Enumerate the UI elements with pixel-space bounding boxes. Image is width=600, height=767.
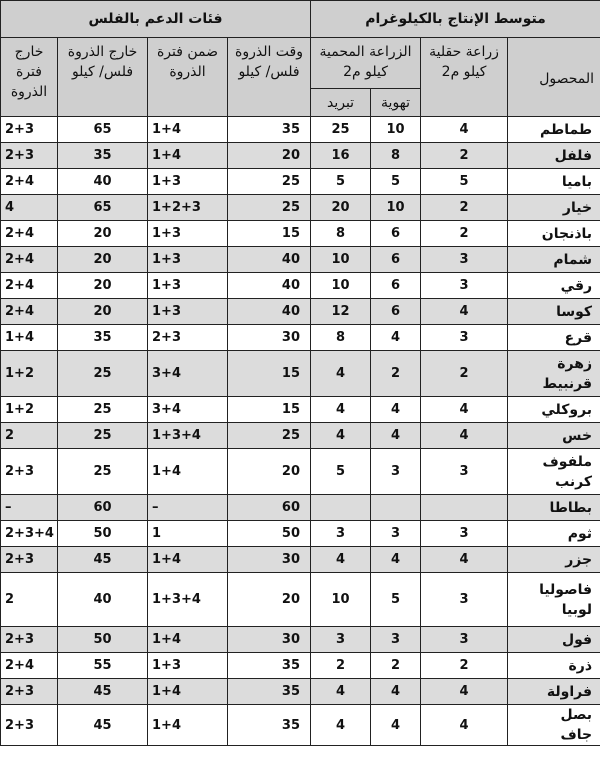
- field-cell: [421, 495, 508, 521]
- peak-cell: 30: [228, 325, 311, 351]
- peak-cell: 20: [228, 573, 311, 627]
- in-peak-cell: 1+3: [148, 221, 228, 247]
- crop-name-cell: خيار: [508, 195, 600, 221]
- field-cell: 3: [421, 627, 508, 653]
- out-price-cell: 20: [58, 273, 148, 299]
- peak-cell: 25: [228, 195, 311, 221]
- table-row: [1, 273, 600, 299]
- ventilation-cell: 3: [371, 449, 421, 495]
- out-range-cell: 2+4: [1, 247, 58, 273]
- cooling-cell: 5: [311, 449, 371, 495]
- crop-name-cell: رقي: [508, 273, 600, 299]
- field-cell: 2: [421, 195, 508, 221]
- field-cell: 4: [421, 117, 508, 143]
- out-range-cell: 1+2: [1, 351, 58, 397]
- peak-cell: 20: [228, 143, 311, 169]
- peak-cell: 35: [228, 653, 311, 679]
- crop-name-cell: فراولة: [508, 679, 600, 705]
- crop-name-cell: خس: [508, 423, 600, 449]
- peak-cell: 15: [228, 221, 311, 247]
- ventilation-cell: 10: [371, 117, 421, 143]
- crop-column-header: المحصول: [508, 38, 600, 117]
- out-range-cell: 2+3: [1, 117, 58, 143]
- crop-name-cell: كوسا: [508, 299, 600, 325]
- crop-name-cell: طماطم: [508, 117, 600, 143]
- ventilation-cell: 8: [371, 143, 421, 169]
- out-peak-range-column-header: خارج فترة الذروة: [1, 38, 58, 117]
- out-range-cell: 2: [1, 573, 58, 627]
- crop-name-cell: ذرة: [508, 653, 600, 679]
- table-row: [1, 423, 600, 449]
- cooling-column-header: تبريد: [311, 89, 371, 117]
- crop-name-cell: فلفل: [508, 143, 600, 169]
- in-peak-cell: 1: [148, 521, 228, 547]
- peak-cell: 35: [228, 705, 311, 746]
- ventilation-cell: 4: [371, 547, 421, 573]
- field-cell: 3: [421, 273, 508, 299]
- field-cell: 3: [421, 521, 508, 547]
- table-row: [1, 495, 600, 521]
- out-price-cell: 55: [58, 653, 148, 679]
- table-row: [1, 653, 600, 679]
- table-row: [1, 449, 600, 495]
- table-row: [1, 195, 600, 221]
- field-cell: 4: [421, 299, 508, 325]
- out-range-cell: –: [1, 495, 58, 521]
- in-peak-cell: –: [148, 495, 228, 521]
- in-peak-cell: 1+4: [148, 449, 228, 495]
- out-range-cell: 2+3: [1, 449, 58, 495]
- peak-cell: 40: [228, 299, 311, 325]
- out-price-cell: 25: [58, 351, 148, 397]
- in-peak-cell: 3+4: [148, 351, 228, 397]
- table-row: [1, 521, 600, 547]
- table-row: [1, 547, 600, 573]
- peak-cell: 30: [228, 627, 311, 653]
- out-range-cell: 2+4: [1, 653, 58, 679]
- ventilation-cell: 6: [371, 247, 421, 273]
- ventilation-cell: 10: [371, 195, 421, 221]
- crop-name-cell: شمام: [508, 247, 600, 273]
- out-price-cell: 40: [58, 169, 148, 195]
- in-peak-cell: 1+3: [148, 653, 228, 679]
- table-row: [1, 573, 600, 627]
- crop-name: زهرة قرنبيط: [542, 355, 593, 392]
- in-peak-column-header: ضمن فترة الذروة: [148, 38, 228, 117]
- crop-name: ملفوف كرنب: [542, 453, 593, 490]
- ventilation-cell: 5: [371, 169, 421, 195]
- peak-cell: 35: [228, 117, 311, 143]
- in-peak-cell: 1+3: [148, 299, 228, 325]
- out-price-cell: 45: [58, 705, 148, 746]
- crop-name: فاصوليا لوبيا: [539, 581, 593, 618]
- in-peak-cell: 1+4: [148, 705, 228, 746]
- out-range-cell: 4: [1, 195, 58, 221]
- out-price-cell: 25: [58, 449, 148, 495]
- crop-name-cell: [508, 449, 600, 495]
- table-row: [1, 143, 600, 169]
- in-peak-cell: 1+2+3: [148, 195, 228, 221]
- out-range-cell: 2: [1, 423, 58, 449]
- out-price-cell: 25: [58, 397, 148, 423]
- in-peak-cell: 1+4: [148, 117, 228, 143]
- field-cell: 3: [421, 449, 508, 495]
- out-price-cell: 35: [58, 143, 148, 169]
- crop-name-cell: باذنجان: [508, 221, 600, 247]
- ventilation-cell: 6: [371, 221, 421, 247]
- out-range-cell: 2+3: [1, 547, 58, 573]
- cooling-cell: 4: [311, 423, 371, 449]
- field-cell: 2: [421, 653, 508, 679]
- crop-name-cell: قرع: [508, 325, 600, 351]
- crop-name-cell: ثوم: [508, 521, 600, 547]
- peak-cell: 25: [228, 423, 311, 449]
- protected-column-header: الزراعة المحمية كيلو م2: [311, 38, 421, 89]
- out-price-cell: 45: [58, 679, 148, 705]
- out-peak-price-column-header: خارج الذروة فلس/ كيلو: [58, 38, 148, 117]
- crop-name-cell: بطاطا: [508, 495, 600, 521]
- crop-name-cell: [508, 573, 600, 627]
- table-row: [1, 397, 600, 423]
- field-column-header: زراعة حقلية كيلو م2: [421, 38, 508, 117]
- crop-name-cell: [508, 705, 600, 746]
- field-cell: 3: [421, 325, 508, 351]
- cooling-cell: 25: [311, 117, 371, 143]
- out-range-cell: 2+4: [1, 299, 58, 325]
- cooling-cell: 16: [311, 143, 371, 169]
- cooling-cell: 3: [311, 627, 371, 653]
- table-row: [1, 299, 600, 325]
- field-cell: 4: [421, 705, 508, 746]
- cooling-cell: 2: [311, 653, 371, 679]
- out-price-cell: 45: [58, 547, 148, 573]
- table-row: [1, 705, 600, 746]
- out-range-cell: 2+4: [1, 221, 58, 247]
- crop-name-cell: باميا: [508, 169, 600, 195]
- ventilation-cell: 6: [371, 299, 421, 325]
- in-peak-cell: 2+3: [148, 325, 228, 351]
- cooling-cell: 4: [311, 351, 371, 397]
- field-cell: 4: [421, 423, 508, 449]
- out-price-cell: 50: [58, 627, 148, 653]
- field-cell: 3: [421, 247, 508, 273]
- in-peak-cell: 3+4: [148, 397, 228, 423]
- ventilation-cell: 3: [371, 521, 421, 547]
- field-cell: 4: [421, 547, 508, 573]
- peak-cell: 30: [228, 547, 311, 573]
- peak-cell: 20: [228, 449, 311, 495]
- out-range-cell: 2+4: [1, 273, 58, 299]
- out-price-cell: 35: [58, 325, 148, 351]
- field-cell: 2: [421, 351, 508, 397]
- crop-name-cell: فول: [508, 627, 600, 653]
- out-price-cell: 65: [58, 117, 148, 143]
- crop-name-cell: [508, 351, 600, 397]
- out-price-cell: 20: [58, 299, 148, 325]
- ventilation-cell: 4: [371, 325, 421, 351]
- table-row: [1, 627, 600, 653]
- peak-cell: 15: [228, 397, 311, 423]
- out-price-cell: 40: [58, 573, 148, 627]
- ventilation-cell: 6: [371, 273, 421, 299]
- out-range-cell: 2+3: [1, 627, 58, 653]
- out-price-cell: 65: [58, 195, 148, 221]
- in-peak-cell: 1+4: [148, 627, 228, 653]
- in-peak-cell: 1+3+4: [148, 423, 228, 449]
- cooling-cell: 5: [311, 169, 371, 195]
- ventilation-cell: 2: [371, 351, 421, 397]
- in-peak-cell: 1+4: [148, 143, 228, 169]
- peak-cell: 25: [228, 169, 311, 195]
- ventilation-cell: 3: [371, 627, 421, 653]
- crop-name: بصل جاف: [560, 707, 593, 743]
- table-row: [1, 325, 600, 351]
- out-price-cell: 20: [58, 221, 148, 247]
- table-row: [1, 221, 600, 247]
- out-range-cell: 2+3+4: [1, 521, 58, 547]
- ventilation-cell: 2: [371, 653, 421, 679]
- cooling-cell: 3: [311, 521, 371, 547]
- crop-name-cell: بروكلي: [508, 397, 600, 423]
- peak-cell: 35: [228, 679, 311, 705]
- cooling-cell: 8: [311, 221, 371, 247]
- out-price-cell: 20: [58, 247, 148, 273]
- ventilation-cell: [371, 495, 421, 521]
- peak-cell: 40: [228, 247, 311, 273]
- cooling-cell: 4: [311, 705, 371, 746]
- cooling-cell: 12: [311, 299, 371, 325]
- out-price-cell: 50: [58, 521, 148, 547]
- table-row: [1, 169, 600, 195]
- out-price-cell: 25: [58, 423, 148, 449]
- peak-cell: 15: [228, 351, 311, 397]
- support-group-header: فئات الدعم بالفلس: [1, 1, 311, 38]
- crop-name-cell: جزر: [508, 547, 600, 573]
- in-peak-cell: 1+3+4: [148, 573, 228, 627]
- field-cell: 4: [421, 397, 508, 423]
- cooling-cell: 20: [311, 195, 371, 221]
- out-range-cell: 2+4: [1, 169, 58, 195]
- cooling-cell: 8: [311, 325, 371, 351]
- ventilation-cell: 5: [371, 573, 421, 627]
- cooling-cell: 4: [311, 547, 371, 573]
- field-cell: 4: [421, 679, 508, 705]
- out-range-cell: 2+3: [1, 143, 58, 169]
- out-range-cell: 1+2: [1, 397, 58, 423]
- in-peak-cell: 1+4: [148, 679, 228, 705]
- cooling-cell: 4: [311, 397, 371, 423]
- field-cell: 2: [421, 221, 508, 247]
- peak-time-column-header: وقت الذروة فلس/ كيلو: [228, 38, 311, 117]
- cooling-cell: 10: [311, 247, 371, 273]
- production-group-header: متوسط الإنتاج بالكيلوغرام: [311, 1, 600, 38]
- cooling-cell: 10: [311, 573, 371, 627]
- peak-cell: 50: [228, 521, 311, 547]
- in-peak-cell: 1+3: [148, 273, 228, 299]
- field-cell: 3: [421, 573, 508, 627]
- cooling-cell: 4: [311, 679, 371, 705]
- table-row: [1, 679, 600, 705]
- cooling-cell: 10: [311, 273, 371, 299]
- in-peak-cell: 1+4: [148, 547, 228, 573]
- peak-cell: 60: [228, 495, 311, 521]
- table-row: [1, 247, 600, 273]
- out-range-cell: 2+3: [1, 705, 58, 746]
- table-row: [1, 117, 600, 143]
- ventilation-column-header: تهوية: [371, 89, 421, 117]
- table-body: [1, 117, 600, 746]
- ventilation-cell: 4: [371, 679, 421, 705]
- out-range-cell: 2+3: [1, 679, 58, 705]
- out-price-cell: 60: [58, 495, 148, 521]
- in-peak-cell: 1+3: [148, 169, 228, 195]
- ventilation-cell: 4: [371, 705, 421, 746]
- cooling-cell: [311, 495, 371, 521]
- out-range-cell: 1+4: [1, 325, 58, 351]
- in-peak-cell: 1+3: [148, 247, 228, 273]
- field-cell: 2: [421, 143, 508, 169]
- field-cell: 5: [421, 169, 508, 195]
- peak-cell: 40: [228, 273, 311, 299]
- ventilation-cell: 4: [371, 423, 421, 449]
- ventilation-cell: 4: [371, 397, 421, 423]
- table-row: [1, 351, 600, 397]
